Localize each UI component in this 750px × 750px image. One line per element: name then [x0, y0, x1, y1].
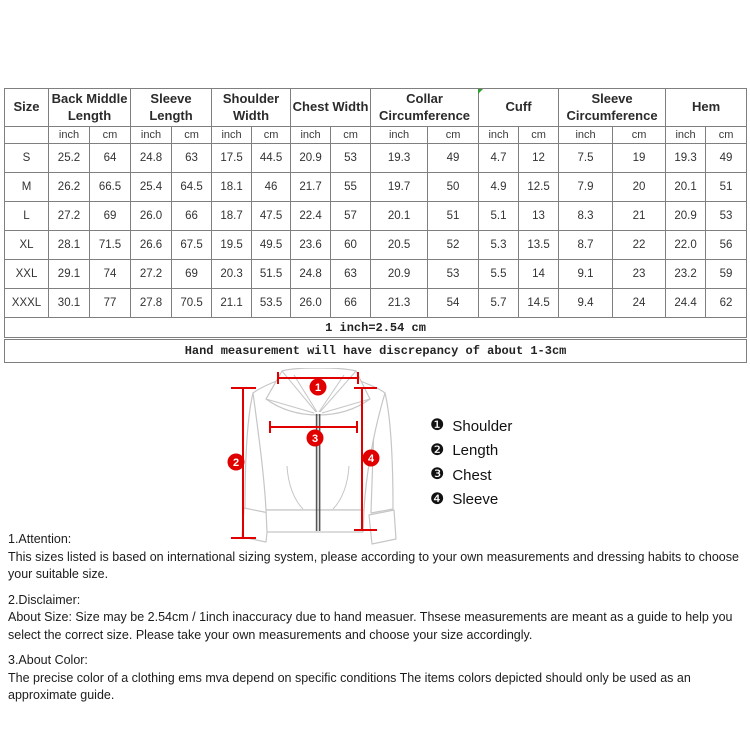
measurement-cell: 22.0: [666, 231, 706, 260]
size-row-xxxl: [5, 289, 747, 318]
conversion-note-row: [5, 318, 747, 339]
unit-cell: cm: [706, 127, 747, 144]
measurement-cell: 25.2: [49, 144, 90, 173]
size-label: XL: [5, 231, 49, 260]
size-label: XXL: [5, 260, 49, 289]
measurement-cell: 21.3: [371, 289, 428, 318]
size-row-xxl: [5, 260, 747, 289]
measurement-cell: 20.1: [371, 202, 428, 231]
measurement-cell: 57: [331, 202, 371, 231]
note-body: About Size: Size may be 2.54cm / 1inch inaccuracy due to hand measuer. Thsese measurements are meant as a guide to help you select the correct size. Please take your own measurements and choose your size accordingly.: [8, 610, 733, 642]
measurement-cell: 28.1: [49, 231, 90, 260]
measurement-note: Hand measurement will have discrepancy of about 1-3cm: [5, 339, 747, 363]
unit-cell: cm: [90, 127, 131, 144]
note-body: The precise color of a clothing ems mva depend on specific conditions The items colors depicted should only be used as an approximate guide.: [8, 670, 691, 702]
measurement-cell: 49.5: [252, 231, 291, 260]
unit-cell: inch: [371, 127, 428, 144]
unit-cell: cm: [172, 127, 212, 144]
measurement-cell: 77: [90, 289, 131, 318]
measurement-cell: 20.9: [666, 202, 706, 231]
measurement-cell: 7.9: [559, 173, 613, 202]
measurement-cell: 27.8: [131, 289, 172, 318]
measurement-cell: 51: [428, 202, 479, 231]
note-about-color: [8, 652, 746, 705]
size-label: S: [5, 144, 49, 173]
circled-2-icon: ❷: [430, 441, 445, 459]
unit-cell: inch: [291, 127, 331, 144]
measurement-cell: 23.2: [666, 260, 706, 289]
measurement-cell: 22.4: [291, 202, 331, 231]
measurement-cell: 5.5: [479, 260, 519, 289]
measurement-cell: 17.5: [212, 144, 252, 173]
measurement-cell: 29.1: [49, 260, 90, 289]
header-collar-circumference: Collar Circumference: [371, 89, 479, 127]
header-chest-width: Chest Width: [291, 89, 371, 127]
header-sleeve-circumference: Sleeve Circumference: [559, 89, 666, 127]
legend-label: Chest: [452, 466, 492, 484]
header-group-row: [5, 89, 747, 127]
measurement-cell: 20: [613, 173, 666, 202]
marker-2: 2: [232, 457, 240, 469]
unit-blank-cell: [5, 127, 49, 144]
unit-cell: inch: [479, 127, 519, 144]
legend-item-length: [430, 439, 512, 464]
unit-cell: cm: [613, 127, 666, 144]
legend-label: Sleeve: [452, 491, 499, 509]
measurement-cell: 19.3: [666, 144, 706, 173]
marker-3: 3: [311, 433, 319, 445]
measurement-cell: 53.5: [252, 289, 291, 318]
measurement-cell: 64.5: [172, 173, 212, 202]
measurement-cell: 19.3: [371, 144, 428, 173]
measurement-cell: 14: [519, 260, 559, 289]
measurement-cell: 27.2: [49, 202, 90, 231]
circled-1-icon: ❶: [430, 417, 445, 435]
green-corner-mark: [478, 89, 483, 94]
measurement-cell: 5.1: [479, 202, 519, 231]
note-title: 1.Attention:: [8, 532, 72, 546]
measurement-cell: 18.7: [212, 202, 252, 231]
legend-label: Shoulder: [452, 417, 513, 435]
circled-3-icon: ❸: [430, 466, 445, 484]
measurement-cell: 27.2: [131, 260, 172, 289]
note-title: 3.About Color:: [8, 653, 88, 667]
unit-row: [5, 127, 747, 144]
measurement-cell: 70.5: [172, 289, 212, 318]
measurement-cell: 69: [90, 202, 131, 231]
measurement-cell: 26.0: [291, 289, 331, 318]
note-disclaimer: [8, 592, 746, 645]
header-cuff: Cuff: [479, 89, 559, 127]
measurement-cell: 60: [331, 231, 371, 260]
measurement-cell: 47.5: [252, 202, 291, 231]
unit-cell: inch: [212, 127, 252, 144]
size-row-s: [5, 144, 747, 173]
measurement-cell: 25.4: [131, 173, 172, 202]
legend-item-shoulder: [430, 414, 512, 439]
measurement-cell: 8.7: [559, 231, 613, 260]
unit-cell: inch: [666, 127, 706, 144]
size-chart-table: [4, 88, 747, 363]
header-sleeve-length: Sleeve Length: [131, 89, 212, 127]
measurement-cell: 18.1: [212, 173, 252, 202]
measurement-cell: 51.5: [252, 260, 291, 289]
unit-cell: inch: [559, 127, 613, 144]
measurement-cell: 20.3: [212, 260, 252, 289]
measurement-cell: 67.5: [172, 231, 212, 260]
measurement-cell: 19.7: [371, 173, 428, 202]
measurement-cell: 49: [706, 144, 747, 173]
measurement-cell: 53: [706, 202, 747, 231]
measurement-cell: 24.8: [291, 260, 331, 289]
measurement-cell: 26.0: [131, 202, 172, 231]
legend-label: Length: [452, 442, 499, 460]
measurement-cell: 13.5: [519, 231, 559, 260]
measurement-cell: 53: [428, 260, 479, 289]
measurement-cell: 62: [706, 289, 747, 318]
header-back-middle-length: Back Middle Length: [49, 89, 131, 127]
measurement-cell: 20.1: [666, 173, 706, 202]
measurement-cell: 46: [252, 173, 291, 202]
measurement-cell: 12.5: [519, 173, 559, 202]
measurement-legend: [430, 414, 512, 512]
size-row-xl: [5, 231, 747, 260]
measurement-cell: 54: [428, 289, 479, 318]
legend-item-sleeve: [430, 488, 512, 513]
note-attention: [8, 531, 746, 584]
size-rows: [5, 144, 747, 318]
measurement-cell: 63: [331, 260, 371, 289]
measurement-cell: 5.3: [479, 231, 519, 260]
measurement-cell: 14.5: [519, 289, 559, 318]
measurement-cell: 24: [613, 289, 666, 318]
conversion-note: 1 inch=2.54 cm: [5, 318, 747, 339]
measurement-cell: 9.4: [559, 289, 613, 318]
measurement-cell: 7.5: [559, 144, 613, 173]
measurement-cell: 26.2: [49, 173, 90, 202]
measurement-cell: 5.7: [479, 289, 519, 318]
measurement-cell: 4.7: [479, 144, 519, 173]
measurement-cell: 53: [331, 144, 371, 173]
circled-4-icon: ❹: [430, 490, 445, 508]
measurement-cell: 66: [331, 289, 371, 318]
size-label: XXXL: [5, 289, 49, 318]
measurement-cell: 21: [613, 202, 666, 231]
size-row-l: [5, 202, 747, 231]
size-row-m: [5, 173, 747, 202]
measurement-cell: 22: [613, 231, 666, 260]
notes-section: [8, 531, 746, 713]
measurement-cell: 52: [428, 231, 479, 260]
measurement-cell: 56: [706, 231, 747, 260]
legend-item-chest: [430, 463, 512, 488]
measurement-cell: 69: [172, 260, 212, 289]
measurement-cell: 64: [90, 144, 131, 173]
measurement-cell: 30.1: [49, 289, 90, 318]
measurement-cell: 26.6: [131, 231, 172, 260]
measurement-cell: 23: [613, 260, 666, 289]
unit-cell: cm: [252, 127, 291, 144]
measurement-cell: 44.5: [252, 144, 291, 173]
header-size: Size: [5, 89, 49, 127]
measurement-note-row: [5, 339, 747, 363]
measurement-cell: 66: [172, 202, 212, 231]
size-label: L: [5, 202, 49, 231]
jacket-measurement-diagram: [200, 368, 420, 553]
note-body: This sizes listed is based on international sizing system, please according to your own measurements and dressing habits to choose your suitable size.: [8, 549, 739, 581]
size-label: M: [5, 173, 49, 202]
unit-cell: cm: [428, 127, 479, 144]
measurement-cell: 21.1: [212, 289, 252, 318]
measurement-cell: 49: [428, 144, 479, 173]
measurement-cell: 19.5: [212, 231, 252, 260]
measurement-cell: 20.9: [291, 144, 331, 173]
measurement-cell: 63: [172, 144, 212, 173]
measurement-cell: 50: [428, 173, 479, 202]
note-title: 2.Disclaimer:: [8, 592, 81, 607]
measurement-cell: 20.9: [371, 260, 428, 289]
measurement-cell: 24.8: [131, 144, 172, 173]
measurement-cell: 24.4: [666, 289, 706, 318]
header-hem: Hem: [666, 89, 747, 127]
marker-1: 1: [314, 382, 322, 394]
marker-4: 4: [367, 453, 375, 465]
measurement-cell: 59: [706, 260, 747, 289]
header-shoulder-width: Shoulder Width: [212, 89, 291, 127]
unit-cell: cm: [519, 127, 559, 144]
measurement-cell: 20.5: [371, 231, 428, 260]
measurement-cell: 51: [706, 173, 747, 202]
measurement-cell: 12: [519, 144, 559, 173]
measurement-cell: 21.7: [291, 173, 331, 202]
unit-cell: cm: [331, 127, 371, 144]
measurement-cell: 13: [519, 202, 559, 231]
unit-cell: inch: [131, 127, 172, 144]
measurement-cell: 4.9: [479, 173, 519, 202]
measurement-cell: 74: [90, 260, 131, 289]
measurement-cell: 23.6: [291, 231, 331, 260]
measurement-cell: 71.5: [90, 231, 131, 260]
measurement-cell: 8.3: [559, 202, 613, 231]
measurement-cell: 55: [331, 173, 371, 202]
measurement-cell: 19: [613, 144, 666, 173]
measurement-cell: 66.5: [90, 173, 131, 202]
measurement-cell: 9.1: [559, 260, 613, 289]
unit-cell: inch: [49, 127, 90, 144]
